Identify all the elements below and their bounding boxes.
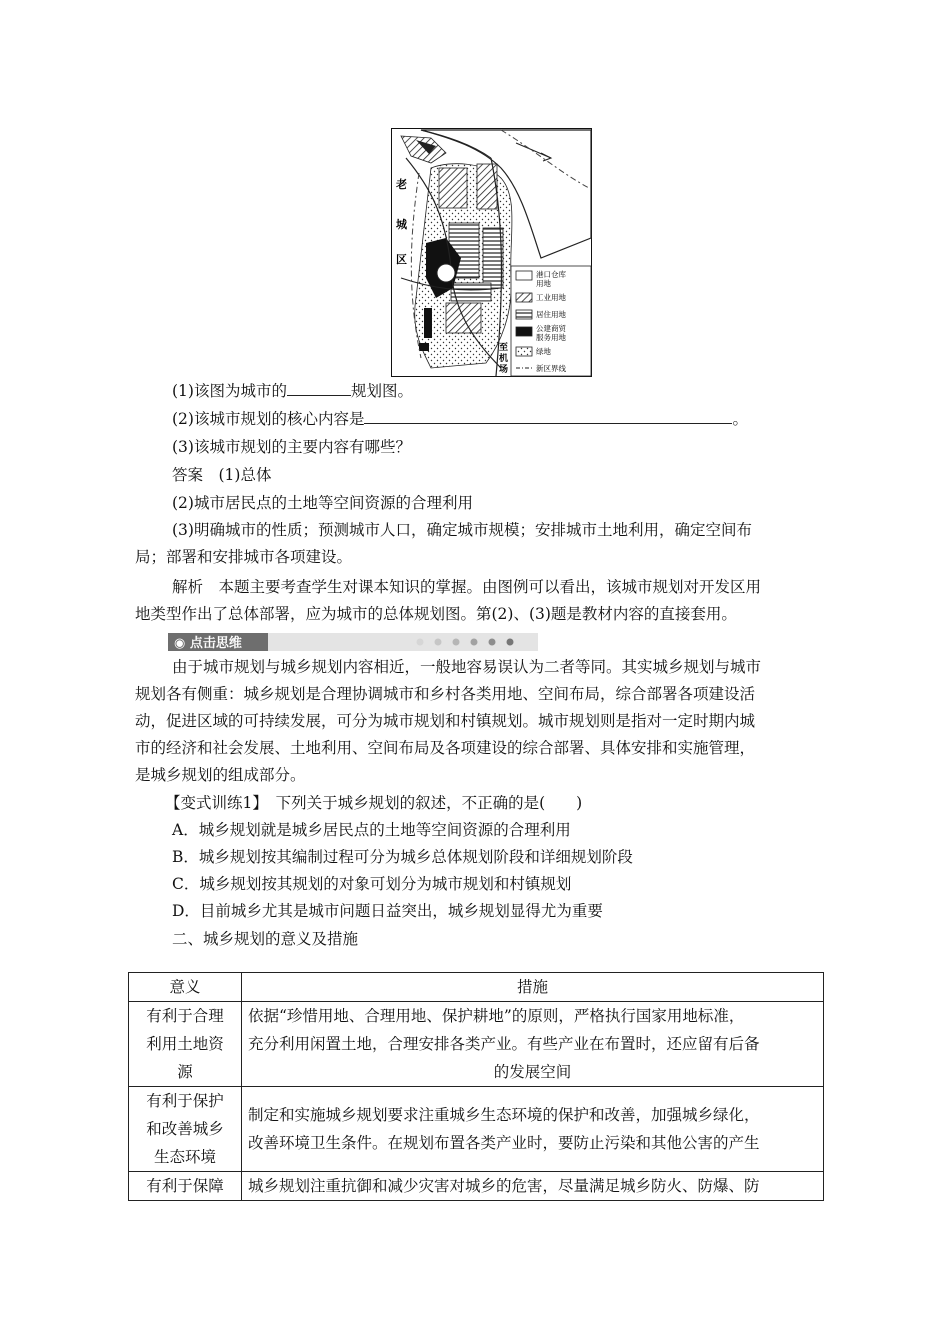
- thinking-line2: 规划各有侧重：城乡规划是合理协调城市和乡村各类用地、空间布局，综合部署各项建设活: [135, 685, 756, 703]
- question-1: (1)该图为城市的 规划图。: [172, 382, 413, 400]
- legend-port-l2: 用地: [536, 279, 551, 288]
- answer-heading: 答案 (1)总体: [172, 466, 272, 484]
- thinking-line1: 由于城市规划与城乡规划内容相近，一般地容易误认为二者等同。其实城乡规划与城市: [172, 658, 762, 676]
- thinking-line3: 动，促进区域的可持续发展，可分为城市规划和村镇规划。城市规划则是指对一定时期内城: [135, 712, 756, 730]
- answer-3-line2: 局；部署和安排城市各项建设。: [135, 548, 353, 566]
- option-a: A．城乡规划就是城乡居民点的土地等空间资源的合理利用: [172, 821, 571, 839]
- exercise-title: 【变式训练1】 下列关于城乡规划的叙述，不正确的是( ): [165, 794, 583, 812]
- map-legend: [511, 266, 591, 376]
- option-c: C．城乡规划按其规划的对象可划分为城市规划和村镇规划: [172, 875, 572, 893]
- table-row: 有利于保护 和改善城乡 生态环境 制定和实施城乡规划要求注重城乡生态环境的保护和改善，加强城乡绿化， 改善环境卫生条件。在规划布置各类产业时，要防止污染和其他公害的产生: [129, 1087, 824, 1172]
- old-city-label-1: 老: [396, 178, 407, 191]
- answer-2: (2)城市居民点的土地等空间资源的合理利用: [172, 494, 473, 512]
- thinking-line4: 市的经济和社会发展、土地利用、空间布局及各项建设的综合部署、具体安排和实施管理，: [135, 739, 756, 757]
- section-heading: 二、城乡规划的意义及措施: [172, 930, 359, 948]
- option-b: B．城乡规划按其编制过程可分为城乡总体规划阶段和详细规划阶段: [172, 848, 633, 866]
- analysis-line2: 地类型作出了总体部署，应为城市的总体规划图。第(2)、(3)题是教材内容的直接套用。: [135, 605, 737, 623]
- legend-industrial: 工业用地: [536, 293, 566, 302]
- question-2: (2)该城市规划的核心内容是 。: [172, 410, 748, 428]
- question-3: (3)该城市规划的主要内容有哪些？: [172, 438, 411, 456]
- legend-commercial-l1: 公建商贸: [536, 324, 566, 333]
- option-d: D．目前城乡尤其是城市问题日益突出，城乡规划显得尤为重要: [172, 902, 603, 920]
- city-plan-map: [391, 128, 592, 377]
- legend-swatch-port: [516, 271, 532, 280]
- airport-label-3: 场: [499, 365, 509, 375]
- legend-swatch-green: [516, 347, 532, 356]
- old-city-label-3: 区: [396, 253, 407, 266]
- thinking-banner: [168, 632, 538, 652]
- legend-swatch-residential: [516, 310, 532, 319]
- analysis-line1: 解析 本题主要考查学生对课本知识的掌握。由图例可以看出，该城市规划对开发区用: [172, 578, 762, 596]
- table-header-row: [129, 973, 824, 1002]
- answer-blank-1: [287, 380, 351, 396]
- airport-label-2: 机: [499, 354, 509, 364]
- legend-residential: 居住用地: [536, 310, 566, 319]
- old-city-label-2: 城: [396, 218, 407, 231]
- airport-label-1: 至: [499, 343, 509, 353]
- meaning-measures-table: [128, 972, 824, 1201]
- thinking-line5: 是城乡规划的组成部分。: [135, 766, 306, 784]
- banner-label: ◉ 点击思维: [174, 636, 242, 651]
- legend-commercial-l2: 服务用地: [536, 333, 566, 342]
- legend-swatch-industrial: [516, 293, 532, 302]
- legend-port-l1: 港口仓库: [536, 270, 566, 279]
- table-row: 有利于合理 利用土地资 源 依据“珍惜用地、合理用地、保护耕地”的原则，严格执行国家用地标准， 充分利用闲置土地，合理安排各类产业。有些产业在布置时，还应留有后备 的发展空间: [129, 1002, 824, 1087]
- table-row: 有利于保障 城乡规划注重抗御和减少灾害对城乡的危害，尽量满足城乡防火、防爆、防: [129, 1172, 824, 1201]
- answer-blank-2: [364, 408, 732, 424]
- legend-swatch-commercial: [516, 327, 532, 336]
- header-measures: 措施: [242, 973, 824, 1002]
- legend-green: 绿地: [536, 347, 551, 356]
- legend-boundary: 新区界线: [536, 364, 566, 373]
- answer-3-line1: (3)明确城市的性质；预测城市人口，确定城市规模；安排城市土地利用，确定空间布: [172, 521, 752, 539]
- header-meaning: 意义: [129, 973, 242, 1002]
